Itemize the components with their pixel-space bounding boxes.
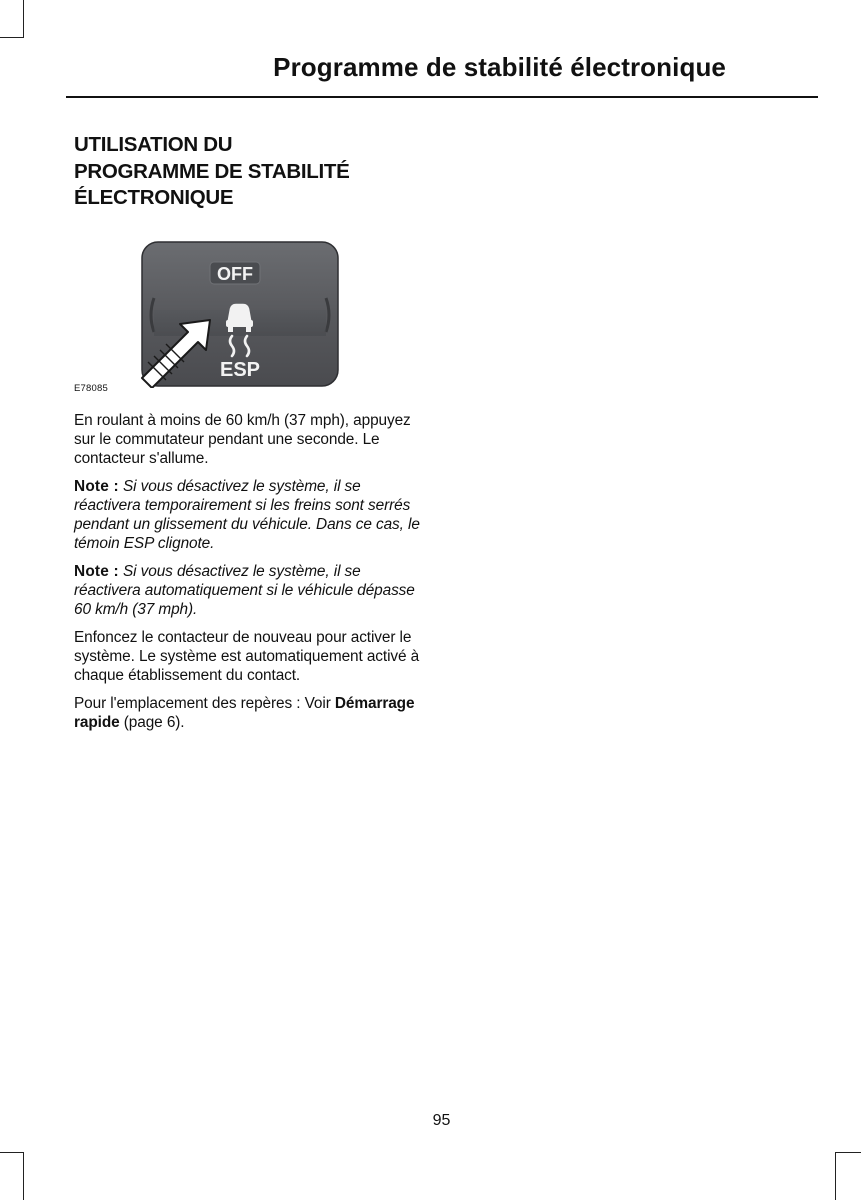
note-text: Si vous désactivez le système, il se réactivera automatiquement si le véhicule dépasse 60 km/h (37 mph). xyxy=(74,563,415,618)
section-title xyxy=(74,132,444,212)
esp-label: ESP xyxy=(219,359,261,381)
page-number: 95 xyxy=(432,1112,451,1129)
crop-mark xyxy=(23,1152,24,1200)
section-title-line: UTILISATION DU xyxy=(74,133,233,156)
esp-switch-illustration xyxy=(140,240,340,388)
paragraph: Enfoncez le contacteur de nouveau pour activer le système. Le système est automatiquement activé à chaque établissement du contact. xyxy=(74,629,420,684)
quick-start-link[interactable]: Démarrage rapide xyxy=(74,695,415,731)
paragraph: En roulant à moins de 60 km/h (37 mph), appuyez sur le commutateur pendant une seconde. Le contacteur s'allume. xyxy=(74,412,411,467)
section-title-line: PROGRAMME DE STABILITÉ xyxy=(74,159,350,183)
header-divider xyxy=(66,96,818,98)
crop-mark xyxy=(835,1152,836,1200)
cross-reference-page: (page 6). xyxy=(123,714,185,731)
body-text xyxy=(74,411,429,741)
note-text: Si vous désactivez le système, il se réactivera temporairement si les freins sont serrés pendant un glissement du véhicule. Dans ce cas, le témoin ESP clignote. xyxy=(74,478,420,552)
note-label: Note : xyxy=(74,563,119,580)
off-label: OFF xyxy=(217,264,253,284)
crop-mark xyxy=(836,1152,861,1153)
note xyxy=(74,562,429,619)
cross-reference-prefix: Pour l'emplacement des repères : Voir xyxy=(74,695,331,712)
crop-mark xyxy=(0,1152,23,1153)
section-title-line: ÉLECTRONIQUE xyxy=(74,186,234,209)
crop-mark xyxy=(0,37,23,38)
figure-code: E78085 xyxy=(74,383,108,394)
page-header-title: Programme de stabilité électronique xyxy=(273,52,726,82)
note-label: Note : xyxy=(74,478,119,495)
crop-mark xyxy=(23,0,24,38)
cross-reference xyxy=(74,694,429,732)
note xyxy=(74,477,429,553)
